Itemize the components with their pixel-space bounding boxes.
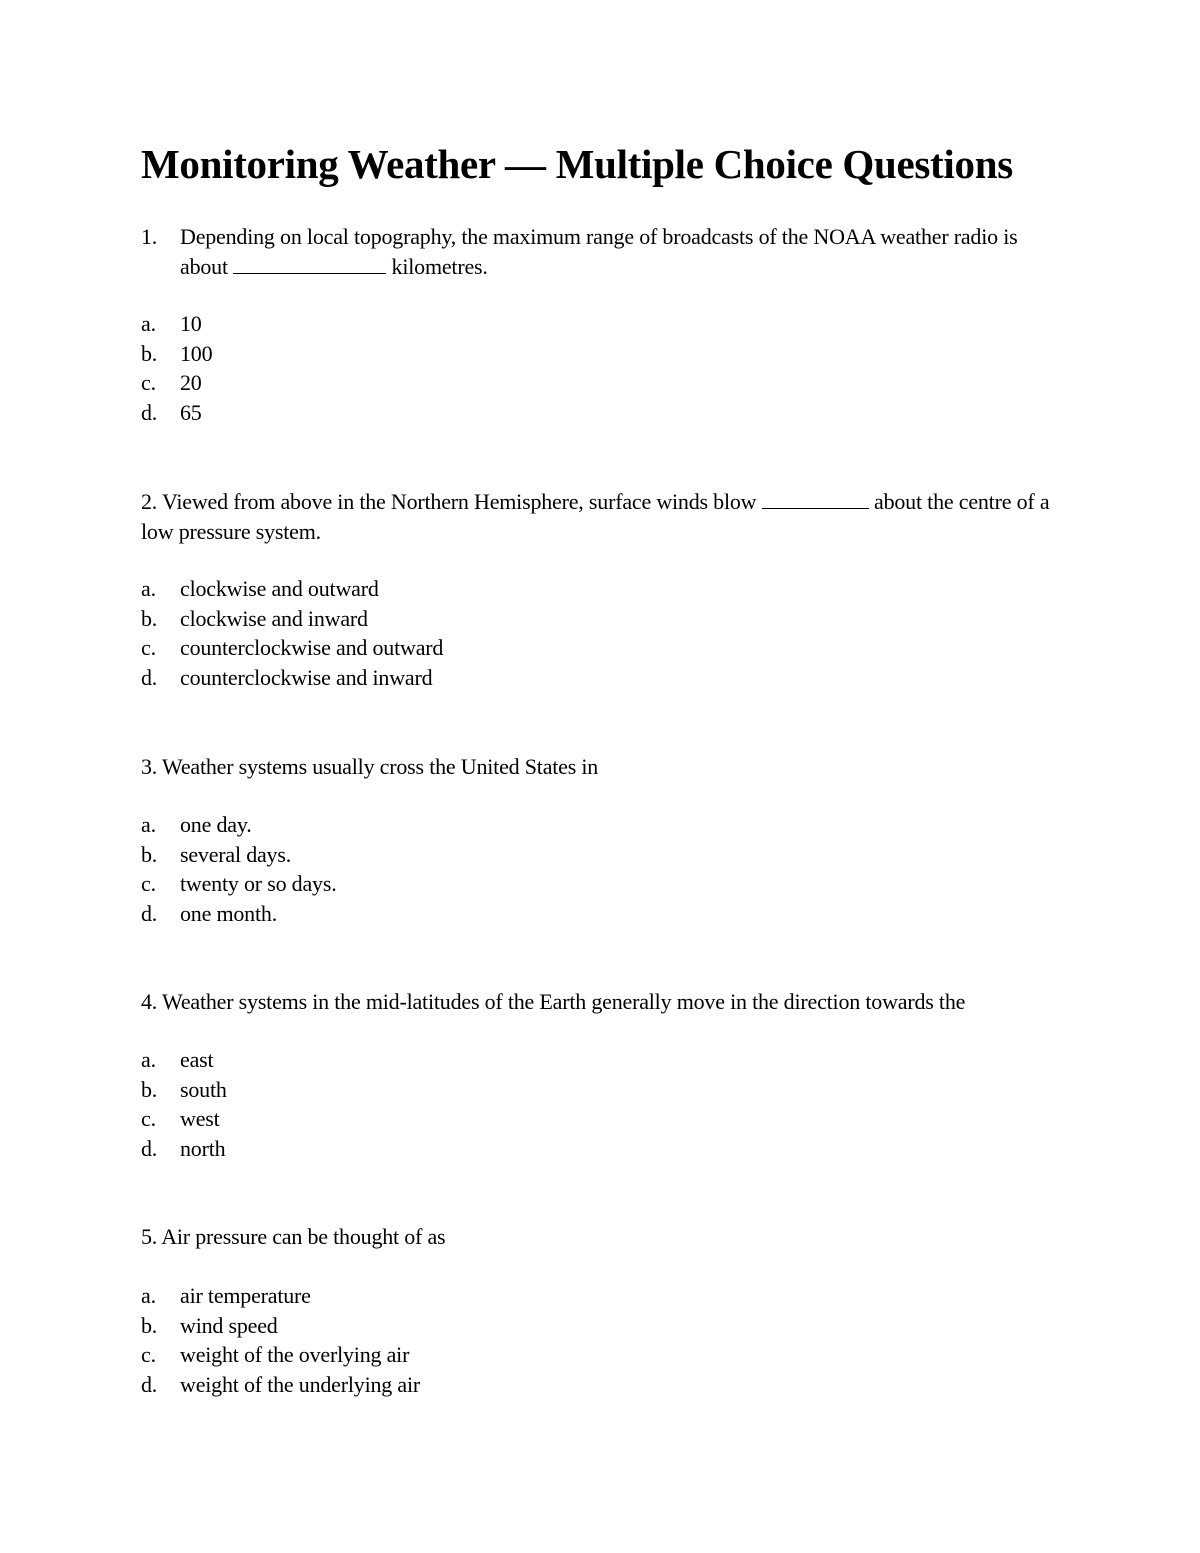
option-b bbox=[141, 339, 212, 369]
option-letter: a. bbox=[141, 1047, 156, 1072]
option-d bbox=[141, 1370, 420, 1400]
answer-blank bbox=[233, 253, 386, 274]
option-b bbox=[141, 840, 337, 870]
question-number: 5. bbox=[141, 1224, 158, 1249]
option-text: weight of the overlying air bbox=[180, 1342, 410, 1368]
question-2 bbox=[141, 487, 1051, 547]
option-letter: a. bbox=[141, 311, 156, 336]
option-text: air temperature bbox=[180, 1283, 311, 1308]
option-letter: b. bbox=[141, 1076, 158, 1102]
option-text: 65 bbox=[180, 400, 202, 426]
option-c bbox=[141, 633, 443, 663]
options-list-1 bbox=[141, 309, 212, 428]
option-text: east bbox=[180, 1047, 214, 1072]
question-text: Viewed from above in the Northern Hemisphere, surface winds blow bbox=[162, 489, 757, 514]
option-text: counterclockwise and inward bbox=[180, 665, 433, 691]
option-c bbox=[141, 869, 337, 899]
option-letter: d. bbox=[141, 665, 158, 691]
option-letter: c. bbox=[141, 1342, 156, 1368]
option-text: several days. bbox=[180, 841, 292, 867]
option-letter: b. bbox=[141, 605, 158, 631]
option-text: north bbox=[180, 1136, 226, 1162]
option-letter: c. bbox=[141, 1106, 156, 1132]
question-3 bbox=[141, 752, 1051, 782]
option-a bbox=[141, 1045, 227, 1075]
option-text: one day. bbox=[180, 812, 252, 837]
option-letter: d. bbox=[141, 1136, 158, 1162]
question-number: 4. bbox=[141, 989, 158, 1014]
question-text: Weather systems usually cross the United States in bbox=[162, 754, 599, 779]
option-text: weight of the underlying air bbox=[180, 1372, 420, 1398]
option-b bbox=[141, 1075, 227, 1105]
option-c bbox=[141, 1104, 227, 1134]
option-text: 20 bbox=[180, 370, 202, 396]
option-text: wind speed bbox=[180, 1312, 278, 1338]
worksheet-page bbox=[141, 0, 1061, 1553]
option-a bbox=[141, 309, 212, 339]
option-letter: d. bbox=[141, 400, 158, 426]
option-a bbox=[141, 810, 337, 840]
options-list-4 bbox=[141, 1045, 227, 1164]
option-letter: a. bbox=[141, 576, 156, 601]
option-text: west bbox=[180, 1106, 220, 1132]
option-text: 100 bbox=[180, 340, 213, 366]
question-number: 1. bbox=[141, 224, 158, 249]
option-text: counterclockwise and outward bbox=[180, 635, 444, 661]
question-5 bbox=[141, 1222, 1051, 1252]
option-letter: a. bbox=[141, 1283, 156, 1308]
question-text-continued: about the centre of a low pressure system. bbox=[141, 489, 1050, 544]
option-d bbox=[141, 899, 337, 929]
option-a bbox=[141, 574, 443, 604]
question-4 bbox=[141, 987, 1051, 1017]
option-a bbox=[141, 1281, 420, 1311]
option-text: clockwise and outward bbox=[180, 576, 379, 601]
option-d bbox=[141, 398, 212, 428]
question-number: 2. bbox=[141, 489, 158, 514]
option-text: one month. bbox=[180, 901, 277, 927]
option-letter: b. bbox=[141, 841, 158, 867]
option-text: clockwise and inward bbox=[180, 605, 368, 631]
option-letter: c. bbox=[141, 871, 156, 897]
option-letter: c. bbox=[141, 635, 156, 661]
option-letter: d. bbox=[141, 1372, 158, 1398]
option-b bbox=[141, 604, 443, 634]
question-text: Air pressure can be thought of as bbox=[161, 1224, 446, 1249]
answer-blank bbox=[762, 488, 869, 509]
option-c bbox=[141, 1340, 420, 1370]
option-d bbox=[141, 663, 443, 693]
question-text: Weather systems in the mid-latitudes of the Earth generally move in the direction towards the bbox=[162, 989, 966, 1014]
option-letter: a. bbox=[141, 812, 156, 837]
question-number: 3. bbox=[141, 754, 158, 779]
option-text: twenty or so days. bbox=[180, 871, 337, 897]
option-letter: b. bbox=[141, 1312, 158, 1338]
options-list-5 bbox=[141, 1281, 420, 1400]
page-title: Monitoring Weather — Multiple Choice Questions bbox=[141, 141, 1013, 187]
option-d bbox=[141, 1134, 227, 1164]
options-list-3 bbox=[141, 810, 337, 929]
option-letter: d. bbox=[141, 901, 158, 927]
question-text: Depending on local topography, the maximum range of broadcasts of the NOAA weather radio is about kilometres. bbox=[180, 224, 1018, 279]
option-b bbox=[141, 1311, 420, 1341]
option-letter: c. bbox=[141, 370, 156, 396]
option-text: south bbox=[180, 1076, 227, 1102]
option-text: 10 bbox=[180, 311, 202, 336]
option-letter: b. bbox=[141, 340, 158, 366]
question-1 bbox=[141, 222, 1051, 282]
option-c bbox=[141, 368, 212, 398]
options-list-2 bbox=[141, 574, 443, 693]
